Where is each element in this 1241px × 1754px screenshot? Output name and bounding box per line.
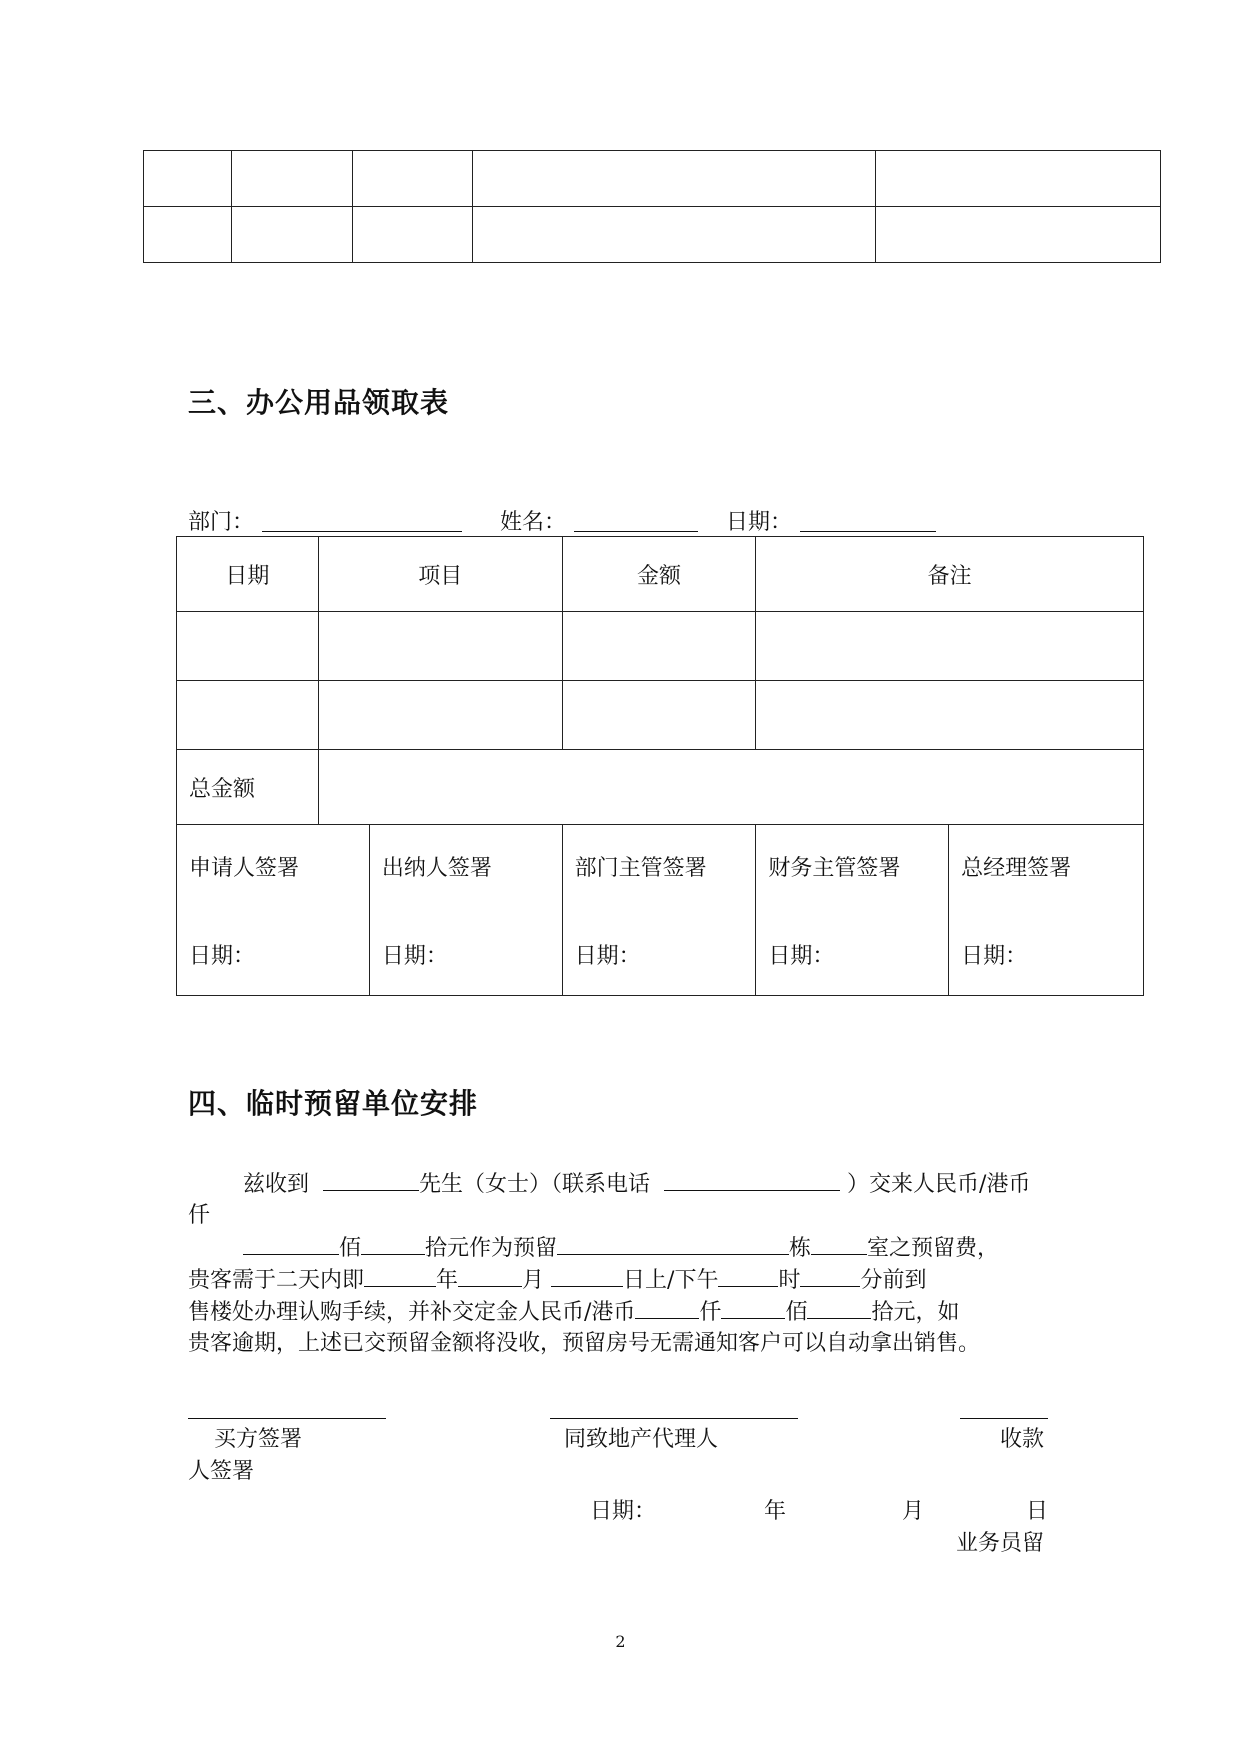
page-number: 2 bbox=[615, 1632, 626, 1651]
column-header: 项目 bbox=[318, 537, 562, 612]
name-field[interactable] bbox=[574, 531, 698, 532]
signature-date-label: 日期： bbox=[189, 944, 256, 969]
signature-cell[interactable] bbox=[177, 825, 370, 996]
table-header-row bbox=[177, 537, 1144, 612]
table-row bbox=[177, 612, 1144, 681]
payee-sign-label: 收款 bbox=[1000, 1427, 1045, 1452]
signature-title: 出纳人签署 bbox=[381, 856, 492, 881]
table-cell[interactable] bbox=[177, 681, 319, 750]
deposit-thousand-blank[interactable] bbox=[635, 1296, 699, 1319]
name-label: 姓名： bbox=[500, 510, 567, 535]
table-row bbox=[144, 151, 1161, 207]
supplies-table bbox=[176, 536, 1144, 996]
year-label: 年 bbox=[764, 1499, 787, 1524]
table-cell[interactable] bbox=[876, 151, 1161, 207]
payee-signature-line[interactable] bbox=[960, 1418, 1048, 1419]
name-blank[interactable] bbox=[323, 1168, 419, 1191]
table-cell[interactable] bbox=[177, 612, 319, 681]
signature-date-label: 日期： bbox=[574, 944, 641, 969]
table-cell[interactable] bbox=[231, 207, 352, 263]
deposit-hundred-blank[interactable] bbox=[721, 1296, 785, 1319]
month-label: 月 bbox=[902, 1499, 925, 1524]
hundred-thousand-blank[interactable] bbox=[243, 1232, 339, 1255]
buyer-signature-line[interactable] bbox=[188, 1418, 386, 1419]
continued-table bbox=[143, 150, 1161, 263]
phone-blank[interactable] bbox=[664, 1168, 840, 1191]
month-blank[interactable] bbox=[458, 1264, 522, 1287]
date-label: 日期： bbox=[590, 1499, 657, 1524]
day-label: 日 bbox=[1026, 1499, 1049, 1524]
payee-sign-label-cont: 人签署 bbox=[188, 1459, 255, 1484]
table-cell[interactable] bbox=[562, 681, 756, 750]
signature-title: 总经理签署 bbox=[961, 856, 1072, 881]
room-blank[interactable] bbox=[811, 1232, 867, 1255]
hundred-blank[interactable] bbox=[361, 1232, 425, 1255]
receipt-line-5: 售楼处办理认购手续，并补交定金人民币/港币 仟 佰 拾元，如 bbox=[188, 1296, 959, 1329]
table-cell[interactable] bbox=[756, 681, 1144, 750]
signature-cell[interactable] bbox=[756, 825, 949, 996]
dept-field[interactable] bbox=[262, 531, 462, 532]
year-blank[interactable] bbox=[364, 1264, 436, 1287]
table-cell[interactable] bbox=[144, 151, 232, 207]
signature-row bbox=[177, 825, 1144, 996]
table-cell[interactable] bbox=[231, 151, 352, 207]
column-header: 日期 bbox=[177, 537, 319, 612]
date-field[interactable] bbox=[800, 531, 936, 532]
table-cell[interactable] bbox=[318, 612, 562, 681]
column-header: 金额 bbox=[562, 537, 756, 612]
agent-sign-label: 同致地产代理人 bbox=[564, 1427, 719, 1452]
table-row bbox=[177, 681, 1144, 750]
section-heading: 四、临时预留单位安排 bbox=[188, 1087, 479, 1120]
signature-date-label: 日期： bbox=[768, 944, 835, 969]
receipt-line-4: 贵客需于二天内即 年 月 日上/下午 时 分前到 bbox=[188, 1264, 927, 1297]
agent-signature-line[interactable] bbox=[550, 1418, 798, 1419]
deposit-ten-blank[interactable] bbox=[807, 1296, 871, 1319]
hour-blank[interactable] bbox=[718, 1264, 778, 1287]
signature-cell[interactable] bbox=[369, 825, 562, 996]
date-label: 日期： bbox=[726, 510, 793, 535]
total-label: 总金额 bbox=[177, 750, 319, 825]
table-cell[interactable] bbox=[472, 151, 876, 207]
day-blank[interactable] bbox=[551, 1264, 623, 1287]
building-blank[interactable] bbox=[557, 1232, 789, 1255]
table-cell[interactable] bbox=[756, 612, 1144, 681]
signature-date-label: 日期： bbox=[961, 944, 1028, 969]
receipt-line-2: 仟 bbox=[188, 1203, 211, 1228]
signature-title: 申请人签署 bbox=[189, 856, 300, 881]
signature-date-label: 日期： bbox=[381, 944, 448, 969]
table-cell[interactable] bbox=[876, 207, 1161, 263]
signature-cell[interactable] bbox=[949, 825, 1144, 996]
table-cell[interactable] bbox=[352, 151, 472, 207]
table-row bbox=[144, 207, 1161, 263]
signature-title: 部门主管签署 bbox=[574, 856, 707, 881]
minute-blank[interactable] bbox=[800, 1264, 860, 1287]
total-amount-cell[interactable] bbox=[318, 750, 1143, 825]
receipt-line-3: 佰 拾元作为预留 栋 室之预留费， bbox=[243, 1232, 999, 1265]
receipt-line-6: 贵客逾期，上述已交预留金额将没收，预留房号无需通知客户可以自动拿出销售。 bbox=[188, 1331, 981, 1356]
dept-label: 部门： bbox=[188, 510, 255, 535]
signature-cell[interactable] bbox=[562, 825, 756, 996]
table-cell[interactable] bbox=[318, 681, 562, 750]
total-row bbox=[177, 750, 1144, 825]
buyer-sign-label: 买方签署 bbox=[214, 1427, 303, 1452]
column-header: 备注 bbox=[756, 537, 1144, 612]
table-cell[interactable] bbox=[472, 207, 876, 263]
table-cell[interactable] bbox=[144, 207, 232, 263]
table-cell[interactable] bbox=[352, 207, 472, 263]
signature-title: 财务主管签署 bbox=[768, 856, 901, 881]
table-cell[interactable] bbox=[562, 612, 756, 681]
section-heading: 三、办公用品领取表 bbox=[188, 386, 450, 419]
staff-keep-label: 业务员留 bbox=[956, 1531, 1045, 1556]
receipt-line-1: 兹收到 先生（女士）（联系电话 ）交来人民币/港币 bbox=[243, 1168, 1030, 1201]
